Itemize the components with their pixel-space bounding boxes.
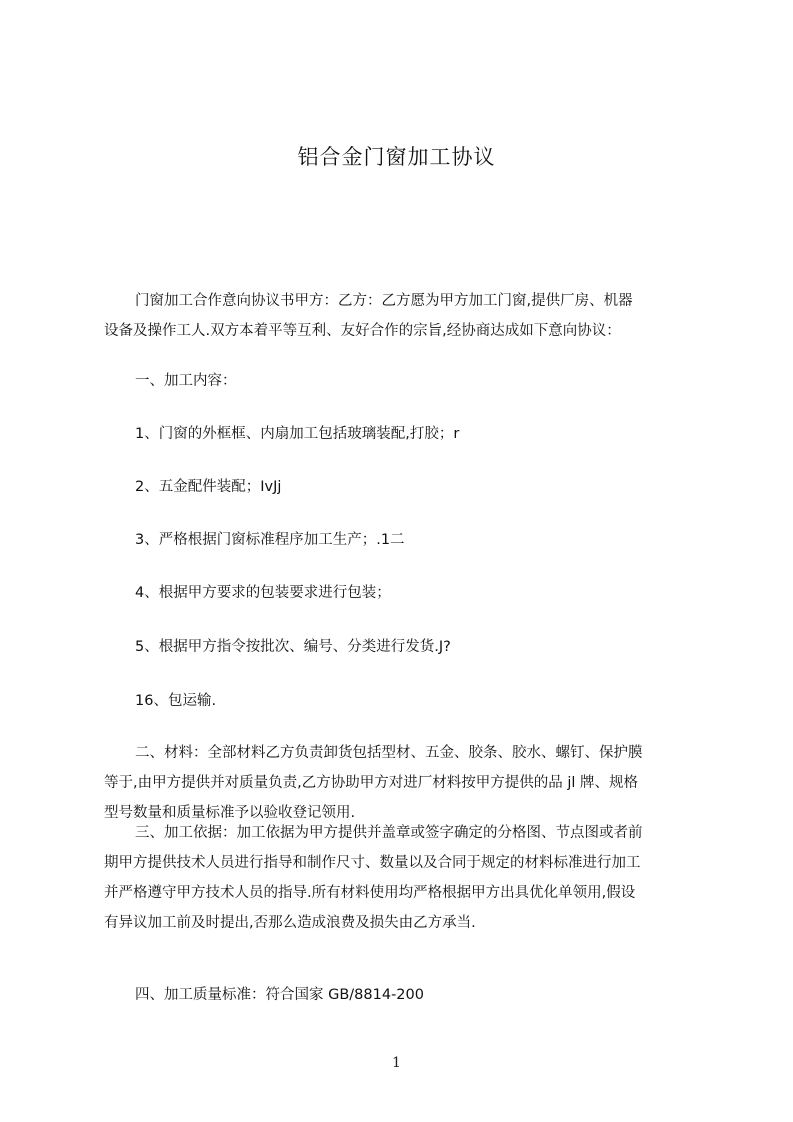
list-item-text: 5、根据甲方指令按批次、编号、分类进行发货.J? — [135, 639, 451, 655]
section-3-line-4: 有异议加工前及时提出,否那么造成浪费及损失由乙方承当. — [104, 915, 476, 931]
list-item — [104, 632, 704, 662]
list-item — [104, 525, 704, 555]
intro-paragraph — [104, 286, 704, 346]
section-heading: 四、加工质量标准：符合国家 GB/8814-200 — [135, 987, 424, 1003]
section-2-line-1: 二、材料：全部材料乙方负责卸货包括型材、五金、胶条、胶水、螺钉、保护膜 — [135, 745, 643, 761]
intro-line-1: 门窗加工合作意向协议书甲方：乙方：乙方愿为甲方加工门窗,提供厂房、机器 — [135, 293, 633, 309]
list-item — [104, 578, 704, 608]
section-2-paragraph — [104, 738, 704, 828]
section-heading: 一、加工内容： — [135, 373, 237, 389]
section-3-line-2: 期甲方提供技术人员进行指导和制作尺寸、数量以及合同于规定的材料标准进行加工 — [104, 855, 641, 871]
list-item — [104, 686, 704, 716]
list-item-text: 16、包运输. — [135, 693, 217, 709]
document-title: 铝合金门窗加工协议 — [297, 145, 496, 169]
section-1-heading — [104, 366, 704, 396]
list-item — [104, 419, 704, 449]
section-4-heading — [104, 980, 704, 1010]
section-2-line-2: 等于,由甲方提供并对质量负责,乙方协助甲方对进厂材料按甲方提供的品 jl 牌、规格 — [104, 775, 638, 791]
section-3-paragraph — [104, 818, 704, 938]
list-item-text: 1、门窗的外框框、内扇加工包括玻璃装配,打胶；r — [135, 426, 460, 442]
section-2-line-3: 型号数量和质量标准予以验收登记领用. — [104, 805, 356, 821]
section-3-line-1: 三、加工依据：加工依据为甲方提供并盖章或签字确定的分格图、节点图或者前 — [135, 825, 643, 841]
intro-line-2: 设备及操作工人.双方本着平等互利、友好合作的宗旨,经协商达成如下意向协议： — [104, 323, 621, 339]
page-number: 1 — [392, 1055, 401, 1071]
list-item — [104, 472, 704, 502]
list-item-text: 3、严格根据门窗标准程序加工生产；.1二 — [135, 532, 405, 548]
list-item-text: 2、五金配件装配；IvJj — [135, 479, 282, 495]
section-3-line-3: 并严格遵守甲方技术人员的指导.所有材料使用均严格根据甲方出具优化单领用,假设 — [104, 885, 636, 901]
list-item-text: 4、根据甲方要求的包装要求进行包装； — [135, 585, 391, 601]
